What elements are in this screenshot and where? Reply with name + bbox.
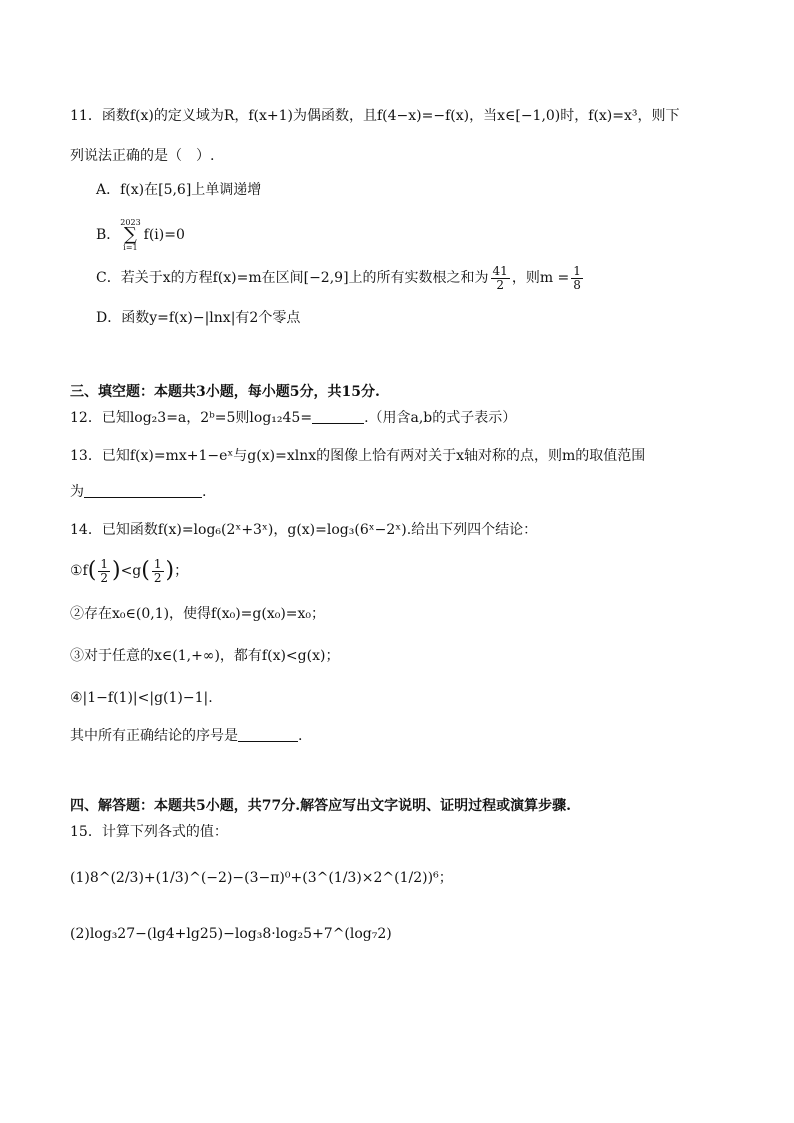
fraction-denominator: 2 (496, 277, 504, 292)
sum-lower-limit: i=1 (123, 243, 138, 252)
summation-symbol: 2023 ∑ i=1 (120, 218, 141, 252)
fraction-denominator: 2 (153, 570, 162, 585)
fraction-1-2 (152, 558, 164, 585)
q15-stem: 15．计算下列各式的值： (70, 824, 228, 840)
q11-option-c (96, 264, 585, 292)
fraction-denominator: 2 (100, 570, 108, 585)
fraction-1-8 (571, 265, 583, 292)
fraction-1-2 (98, 558, 110, 585)
fraction-41-2 (491, 265, 510, 292)
fraction-numerator: 1 (100, 556, 108, 571)
q11-option-c-mid: ，则m = (511, 270, 570, 286)
q14-c1-prefix: ①f (70, 563, 88, 579)
fraction-numerator: 41 (492, 263, 508, 278)
q11-option-b-text: f(i)=0 (143, 227, 185, 243)
q13-line1: 13．已知f(x)=mx+1−eˣ与g(x)=xlnx的图像上恰有两对关于x轴对称的点，则m的取值范围 (70, 448, 646, 464)
q14-conclusion-2: ②存在x₀∈(0,1)，使得f(x₀)=g(x₀)=x₀； (70, 606, 326, 622)
q11-option-b-label: B． (96, 227, 121, 243)
section-4-heading: 四、解答题：本题共5小题，共77分.解答应写出文字说明、证明过程或演算步骤. (70, 798, 571, 814)
q14-c1-end: ； (174, 563, 189, 579)
q13-suffix: . (202, 484, 207, 500)
q14-ask-text: 其中所有正确结论的序号是 (70, 728, 238, 744)
fraction-numerator: 1 (573, 263, 581, 278)
fraction-denominator: 8 (573, 277, 581, 292)
section-3-heading: 三、填空题：本题共3小题，每小题5分，共15分. (70, 384, 380, 400)
q14-conclusion-3: ③对于任意的x∈(1,+∞)，都有f(x)<g(x)； (70, 648, 340, 664)
q14-conclusion-4: ④|1−f(1)|<|g(1)−1|. (70, 690, 213, 706)
q12-answer-blank[interactable] (312, 409, 364, 424)
q11-option-d: D．函数y=f(x)−|lnx|有2个零点 (96, 310, 301, 326)
q13-prefix: 为 (70, 484, 84, 500)
q12-note: .（用含a,b的式子表示） (364, 410, 517, 426)
q12 (70, 408, 516, 428)
q15-part-1: (1)8^(2/3)+(1/3)^(−2)−(3−π)⁰+(3^(1/3)×2^(1/2))⁶； (70, 870, 453, 886)
sum-upper-limit: 2023 (120, 218, 141, 227)
q12-text: 12．已知log₂3=a，2ᵇ=5则log₁₂45= (70, 410, 313, 426)
q11-stem-line1: 11．函数f(x)的定义域为R，f(x+1)为偶函数，且f(4−x)=−f(x)，当x∈[−1,0)时，f(x)=x³，则下 (70, 108, 680, 124)
q14-stem: 14．已知函数f(x)=log₆(2ˣ+3ˣ)，g(x)=log₃(6ˣ−2ˣ).给出下列四个结论： (70, 522, 538, 538)
q14-conclusion-1: ①f( $\frac{1}{2}$ )<g( $\frac{1}{2}$ )； (70, 556, 189, 585)
q14-c1-mid: <g (120, 563, 142, 579)
q13-line2 (70, 482, 206, 502)
q15-part-2: (2)log₃27−(lg4+lg25)−log₃8·log₂5+7^(log₇2) (70, 926, 392, 942)
q13-answer-blank[interactable] (84, 483, 202, 498)
q11-option-c-text: C．若关于x的方程f(x)=m在区间[−2,9]上的所有实数根之和为 (96, 270, 489, 286)
q11-option-a: A．f(x)在[5,6]上单调递增 (96, 182, 262, 198)
fraction-numerator: 1 (153, 556, 162, 571)
q11-stem-line2: 列说法正确的是（ ）. (70, 148, 215, 164)
q14-ask (70, 726, 302, 746)
q14-ask-suffix: . (298, 728, 303, 744)
q11-option-b (96, 218, 185, 252)
q14-answer-blank[interactable] (238, 727, 298, 742)
